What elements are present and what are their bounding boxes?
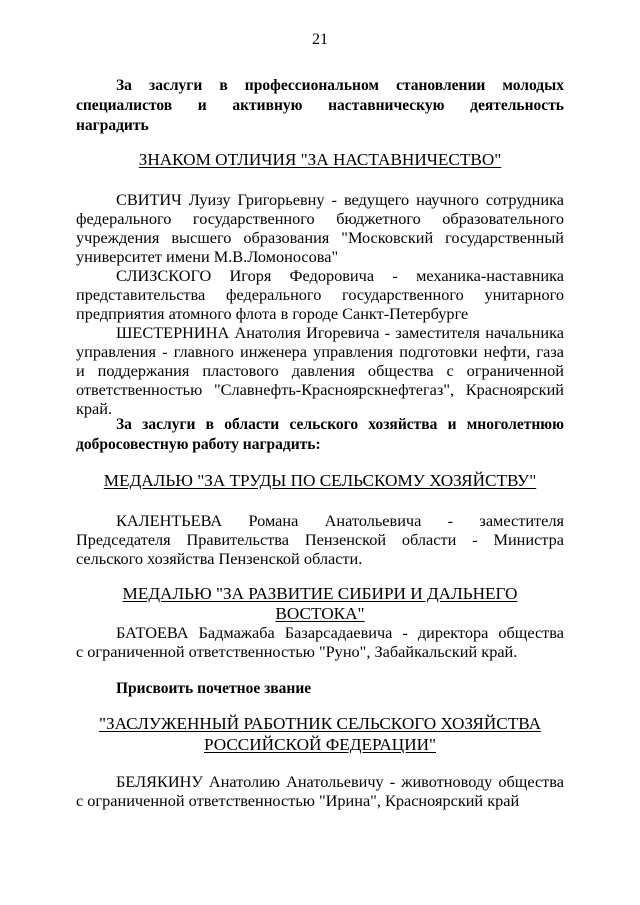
person-shesternin-line4: ответственностью "Славнефть-Красноярскнефтегаз", Красноярский край. [76,380,564,418]
page-number: 21 [312,31,328,48]
section2-intro-line2: добросовестную работу наградить: [76,436,321,453]
honorary-title-line2 [76,735,564,755]
section1-intro-line2: специалистов и активную наставническую деятельность [76,97,564,114]
honorary-title-line2-text: РОССИЙСКОЙ ФЕДЕРАЦИИ" [203,735,437,754]
person-kalentyev-line2: Председателя Правительства Пензенской области - Министра [76,530,564,549]
person-belyakin-line1: БЕЛЯКИНУ Анатолию Анатольевичу - животноводу общества [116,772,564,791]
person-svitich-line4: университет имени М.В.Ломоносова" [76,247,339,266]
person-svitich-line3: учреждения высшего образования "Московский государственный [76,228,564,247]
person-belyakin-line2: с ограниченной ответственностью "Ирина", Красноярский край [76,791,520,810]
person-svitich-line2: федерального государственного бюджетного образовательного [76,209,564,228]
person-kalentyev-line1: КАЛЕНТЬЕВА Романа Анатольевича - заместителя [116,511,564,530]
person-shesternin-line2: управления - главного инженера управления подготовки нефти, газа [76,342,564,361]
person-shesternin-line3: и поддержания пластового давления общества с ограниченной [76,361,564,380]
person-slizskiy-line2: представительства федерального государственного унитарного [76,285,564,304]
section2-intro-line1: За заслуги в области сельского хозяйства и многолетнюю [116,416,564,433]
award-selskoe-hozyaystvo-text: МЕДАЛЬЮ "ЗА ТРУДЫ ПО СЕЛЬСКОМУ ХОЗЯЙСТВУ" [103,471,537,490]
section1-intro-line1: За заслуги в профессиональном становлении молодых [116,77,564,94]
section1-intro-line3: наградить [76,117,149,134]
person-shesternin-line1: ШЕСТЕРНИНА Анатолия Игоревича - заместителя начальника [116,323,564,342]
honorary-title-line1-text: "ЗАСЛУЖЕННЫЙ РАБОТНИК СЕЛЬСКОГО ХОЗЯЙСТВА [99,714,541,733]
person-svitich-line1: СВИТИЧ Луизу Григорьевну - ведущего научного сотрудника [116,190,564,209]
section4-intro: Присвоить почетное звание [116,680,312,697]
person-slizskiy-line3: предприятия атомного флота в городе Санкт-Петербурге [76,304,469,323]
person-batoev-line1: БАТОЕВА Бадмажаба Базарсадаевича - директора общества [116,623,564,642]
person-kalentyev-line3: сельского хозяйства Пензенской области. [76,549,363,568]
award-sibir-vostok-text: МЕДАЛЬЮ "ЗА РАЗВИТИЕ СИБИРИ И ДАЛЬНЕГО ВОСТОКА" [122,584,518,623]
award-nastavnichestvo-text: ЗНАКОМ ОТЛИЧИЯ "ЗА НАСТАВНИЧЕСТВО" [138,150,502,169]
award-sibir-vostok [76,584,564,624]
person-slizskiy-line1: СЛИЗСКОГО Игоря Федоровича - механика-наставника [116,266,564,285]
award-selskoe-hozyaystvo [76,471,564,491]
honorary-title-line1 [76,714,564,734]
person-batoev-line2: с ограниченной ответственностью "Руно", Забайкальский край. [76,642,518,661]
award-nastavnichestvo [76,150,564,170]
